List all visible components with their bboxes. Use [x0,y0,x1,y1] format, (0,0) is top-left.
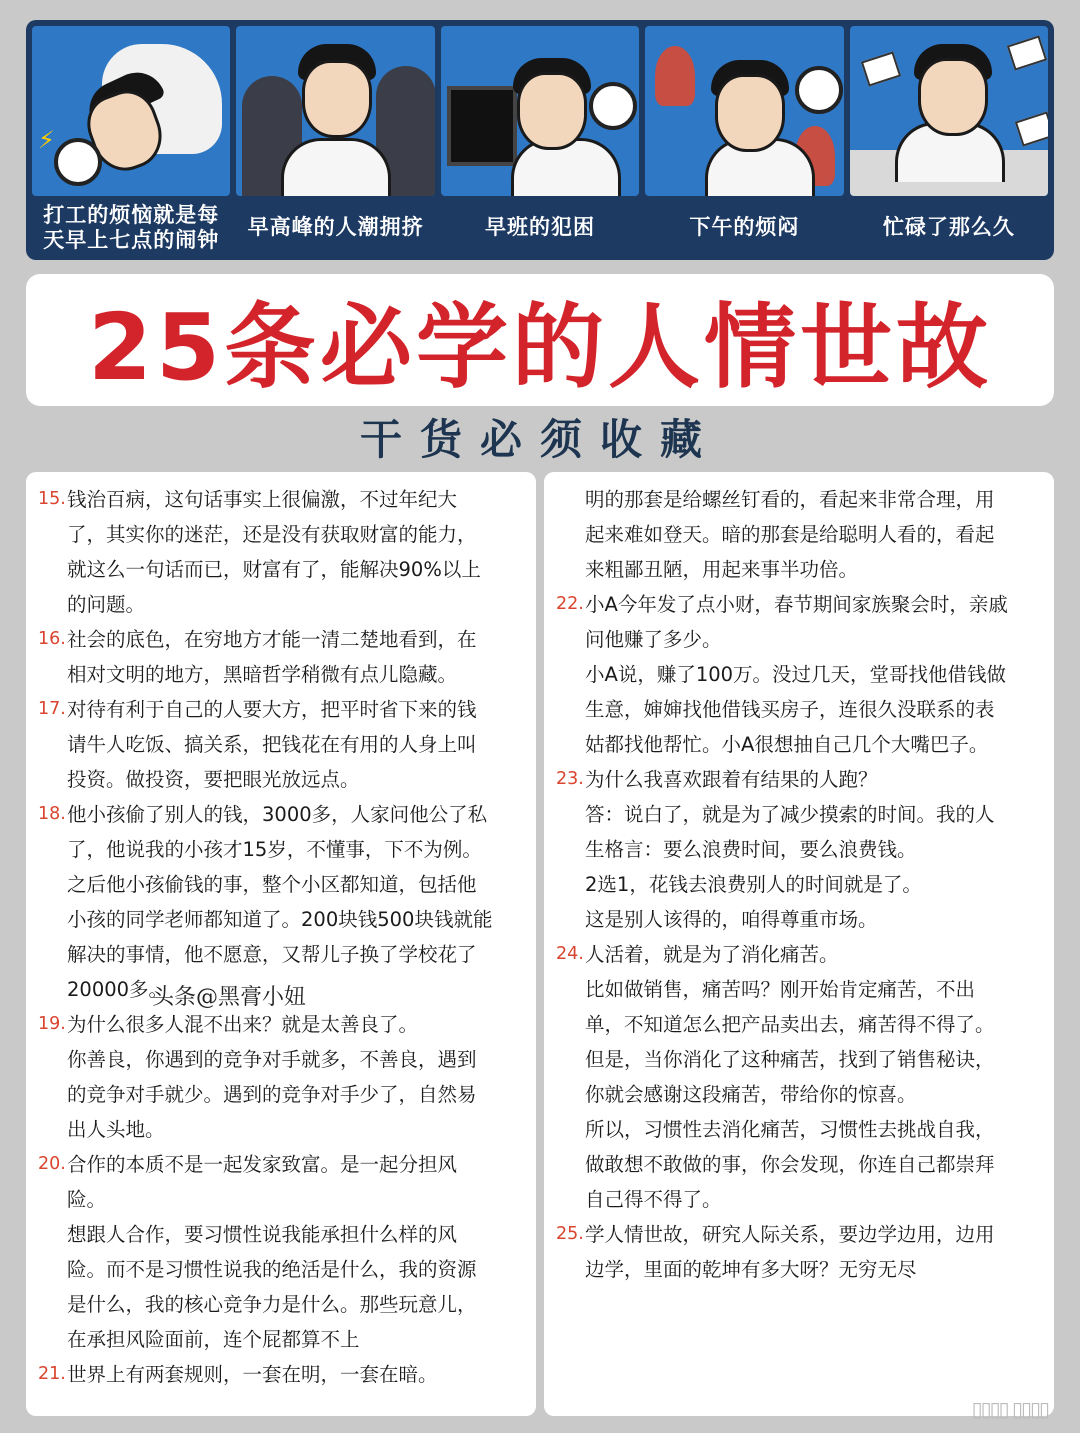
line-text: 小A说，赚了100万。没过几天，堂哥找他借钱做 [585,663,1007,686]
paper-icon [860,51,900,86]
text-line [26,832,536,867]
line-text: 是什么，我的核心竞争力是什么。那些玩意儿， [67,1293,477,1316]
comic-scene-busy [850,26,1048,196]
text-line [544,1007,1054,1042]
line-text: 为什么我喜欢跟着有结果的人跑？ [585,768,878,791]
line-text: 答：说白了，就是为了减少摸索的时间。我的人 [585,803,995,826]
line-text: 来粗鄙丑陋，用起来事半功倍。 [585,558,859,581]
character-head [302,60,372,138]
watermark: 头条@黑膏小妞 [152,985,307,1010]
line-text: 姑都找他帮忙。小A很想抽自己几个大嘴巴子。 [585,733,989,756]
line-text: 投资。做投资，要把眼光放远点。 [67,768,360,791]
comic-scene-office [441,26,639,196]
character-head [918,58,988,136]
line-text: 的问题。 [67,593,146,616]
line-text: 学人情世故，研究人际关系，要边学边用，边用 [585,1223,995,1246]
comic-panel-busy [850,26,1048,260]
text-line [26,1077,536,1112]
text-line [544,972,1054,1007]
alarm-clock-icon [54,138,102,186]
text-line [26,762,536,797]
wall-clock-icon [589,82,637,130]
item-number: 19. [38,1014,66,1034]
line-text: 社会的底色，在穷地方才能一清二楚地看到，在 [67,628,477,651]
item-number: 23. [556,769,584,789]
comic-caption: 下午的烦闷 [689,215,800,240]
line-text: 做敢想不敢做的事，你会发现，你连自己都崇拜 [585,1153,995,1176]
item-number: 25. [556,1224,584,1244]
comic-panel-sleepy [441,26,639,260]
line-text: 他小孩偷了别人的钱，3000多，人家问他公了私 [67,803,488,826]
text-line [544,1077,1054,1112]
text-line [544,587,1054,622]
line-text: 单，不知道怎么把产品卖出去，痛苦得不得了。 [585,1013,995,1036]
line-text: 在承担风险面前，连个屁都算不上 [67,1328,360,1351]
text-line [544,1147,1054,1182]
comic-caption: 早高峰的人潮拥挤 [247,215,424,240]
line-text: 解决的事情，他不愿意，又帮儿子换了学校花了 [67,943,477,966]
text-line [544,797,1054,832]
line-text: 相对文明的地方，黑暗哲学稍微有点儿隐藏。 [67,663,458,686]
line-text: 世界上有两套规则，一套在明，一套在暗。 [67,1363,438,1386]
line-text: 对待有利于自己的人要大方，把平时省下来的钱 [67,698,477,721]
text-line [26,1182,536,1217]
fire-shape [655,46,695,106]
paper-icon [1014,111,1048,146]
text-line [544,482,1054,517]
text-line [26,1357,536,1392]
text-line [26,1217,536,1252]
text-line [544,832,1054,867]
text-line [26,1322,536,1357]
text-line [26,867,536,902]
line-text: 20000多。 [67,978,169,1001]
item-number: 15. [38,489,66,509]
line-text: 的竞争对手就少。遇到的竞争对手少了，自然易 [67,1083,477,1106]
text-line [26,1252,536,1287]
comic-scene-alarm [32,26,230,196]
character-head [517,72,587,150]
text-line [544,867,1054,902]
text-line [544,762,1054,797]
line-text: 险。而不是习惯性说我的绝活是什么，我的资源 [67,1258,477,1281]
text-line [544,902,1054,937]
item-number: 18. [38,804,66,824]
text-line [26,692,536,727]
line-text: 明的那套是给螺丝钉看的，看起来非常合理，用 [585,488,995,511]
page-title: 25条必学的人情世故 [87,294,993,401]
text-line [544,727,1054,762]
text-line [26,517,536,552]
line-text: 问他赚了多少。 [585,628,722,651]
line-text: 自己得不得了。 [585,1188,722,1211]
text-line [26,482,536,517]
text-line [26,1147,536,1182]
text-line [26,1042,536,1077]
line-text: 这是别人该得的，咱得尊重市场。 [585,908,878,931]
text-line [544,622,1054,657]
comic-panel-afternoon [645,26,843,260]
item-number: 21. [38,1364,66,1384]
line-text: 合作的本质不是一起发家致富。是一起分担风 [67,1153,458,1176]
comic-caption: 忙碌了那么久 [882,215,1015,240]
text-line [26,797,536,832]
text-line [544,1112,1054,1147]
comic-panel-alarm [32,26,230,260]
line-text: 小A今年发了点小财，春节期间家族聚会时，亲戚 [585,593,1008,616]
text-line [26,1287,536,1322]
line-text: 请牛人吃饭、搞关系，把钱花在有用的人身上叫 [67,733,477,756]
text-line [26,1007,536,1042]
line-text: 小孩的同学老师都知道了。200块钱500块钱就能 [67,908,493,931]
text-line [544,517,1054,552]
ring-icon: ⚡ [38,126,55,154]
line-text: 了，他说我的小孩才15岁，不懂事，下不为例。 [67,838,482,861]
item-number: 24. [556,944,584,964]
text-line [544,552,1054,587]
line-text: 为什么很多人混不出来？就是太善良了。 [67,1013,419,1036]
paper-icon [1006,35,1046,70]
line-text: 想跟人合作，要习惯性说我能承担什么样的风 [67,1223,458,1246]
comic-scene-crowd [236,26,434,196]
text-line [26,937,536,972]
item-number: 17. [38,699,66,719]
text-line [544,1182,1054,1217]
line-text: 但是，当你消化了这种痛苦，找到了销售秘诀， [585,1048,995,1071]
line-text: 生意，婶婶找他借钱买房子，连很久没联系的表 [585,698,995,721]
title-box [26,274,1054,406]
line-text: 2选1，花钱去浪费别人的时间就是了。 [585,873,922,896]
line-text: 人活着，就是为了消化痛苦。 [585,943,839,966]
line-text: 之后他小孩偷钱的事，整个小区都知道，包括他 [67,873,477,896]
line-text: 起来难如登天。暗的那套是给聪明人看的，看起 [585,523,995,546]
text-line [544,1217,1054,1252]
text-line [544,1042,1054,1077]
item-number: 16. [38,629,66,649]
comic-panel-rush-hour [236,26,434,260]
line-text: 生格言：要么浪费时间，要么浪费钱。 [585,838,917,861]
comic-caption: 早班的犯困 [485,215,596,240]
line-text: 边学，里面的乾坤有多大呀？无穷无尽 [585,1258,917,1281]
text-line [544,1252,1054,1287]
line-text: 你善良，你遇到的竞争对手就多，不善良，遇到 [67,1048,477,1071]
text-line [26,727,536,762]
text-line [544,657,1054,692]
page-subtitle: 干货必须收藏 [359,415,720,464]
character-head [715,74,785,152]
monitor-icon [447,86,517,166]
line-text: 你就会感谢这段痛苦，带给你的惊喜。 [585,1083,917,1106]
line-text: 险。 [67,1188,107,1211]
text-line [26,622,536,657]
item-number: 22. [556,594,584,614]
text-line [26,587,536,622]
footer-decoration: ▯▯▯▯ ▯▯▯▯ [971,1397,1048,1421]
comic-scene-angry [645,26,843,196]
character-body [281,138,391,196]
line-text: 出人头地。 [67,1118,165,1141]
line-text: 钱治百病，这句话事实上很偏激，不过年纪大 [67,488,458,511]
text-line [26,902,536,937]
text-line [26,657,536,692]
line-text: 了，其实你的迷茫，还是没有获取财富的能力， [67,523,477,546]
left-column [26,472,536,1416]
comic-caption: 打工的烦恼就是每天早上七点的闹钟 [43,202,220,252]
line-text: 比如做销售，痛苦吗？刚开始肯定痛苦，不出 [585,978,976,1001]
text-line [26,552,536,587]
right-column [544,472,1054,1416]
clock-icon [795,66,843,114]
text-line [544,692,1054,727]
line-text: 就这么一句话而已，财富有了，能解决90%以上 [67,558,481,581]
comic-strip [26,20,1054,260]
text-line [26,1112,536,1147]
text-line [544,937,1054,972]
item-number: 20. [38,1154,66,1174]
line-text: 所以，习惯性去消化痛苦，习惯性去挑战自我， [585,1118,995,1141]
